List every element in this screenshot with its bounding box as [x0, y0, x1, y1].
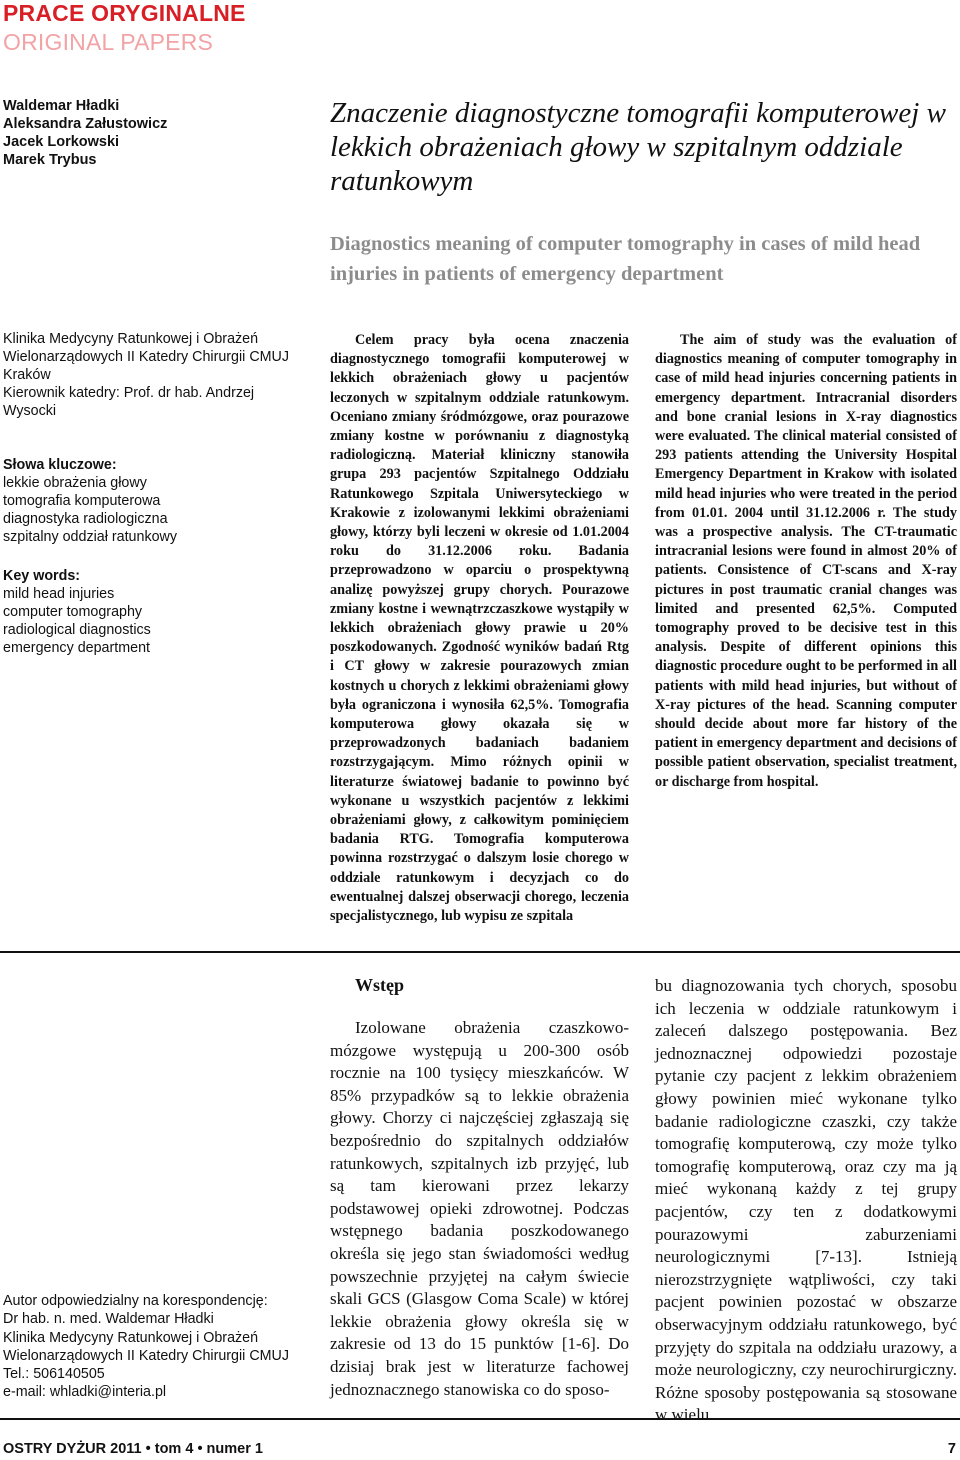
intro-heading: Wstęp — [355, 975, 404, 995]
article-title-en: Diagnostics meaning of computer tomography in cases of mild head injuries in patients of emergency department — [330, 233, 921, 285]
keyword-item: computer tomography — [3, 604, 143, 620]
keywords-pl — [3, 456, 303, 546]
correspondence-line: Tel.: 506140505 — [3, 1366, 105, 1383]
abstract-en: The aim of study was the evaluation of diagnostics meaning of computer tomography in case of mild head injuries concerning patients in emergency department. Intracranial disorders and bone cranial lesions in X-ray diagnostics were evaluated. The clinical material consisted of 293 patients attending the University Hospital Emergency Department in Krakow with isolated mild head injuries who were treated in the period from 01.01. 2004 until 31.12.2006 r. The study was a prospective analysis. The CT-traumatic intracranial lesions were found in almost 20% of patients. Consistence of CT-scans and X-ray pictures in post traumatic cranial changes was limited and presented 62,5%. Computed tomography proved to be decisive test in this analysis. Despite of different opinions this diagnostic procedure ought to be performed in all patients with mild head injuries, but without of X-ray pictures of the head. Scanning computer should decide about more far history of the patient in emergency department and decisions of possible patient observation, specialist treatment, or discharge from hospital. — [655, 332, 957, 790]
divider-top — [0, 951, 960, 953]
keyword-item: tomografia komputerowa — [3, 493, 161, 509]
author-name: Jacek Lorkowski — [3, 134, 120, 150]
keywords-en — [3, 567, 303, 657]
author-name: Aleksandra Załustowicz — [3, 116, 168, 132]
keyword-item: lekkie obrażenia głowy — [3, 475, 147, 491]
section-label-en: ORIGINAL PAPERS — [3, 29, 214, 55]
correspondence-email: e-mail: whladki@interia.pl — [3, 1384, 167, 1401]
correspondence — [3, 1292, 313, 1402]
affiliation-line: Kierownik katedry: Prof. dr hab. Andrzej Wysocki — [3, 385, 255, 419]
page-number: 7 — [947, 1441, 956, 1457]
author-name: Marek Trybus — [3, 152, 97, 168]
keyword-item: emergency department — [3, 640, 151, 656]
keyword-item: mild head injuries — [3, 586, 115, 602]
footer-journal: OSTRY DYŻUR 2011 • tom 4 • numer 1 — [3, 1441, 263, 1457]
abstract-pl: Celem pracy była ocena znaczenia diagnostycznego tomografii komputerowej w lekkich obrażeniach głowy u pacjentów leczonych w szpitalnym oddziale ratunkowym. Oceniano zmiany śródmózgowe, oraz pourazowe zmiany kostne w porównaniu z diagnostyką radiologiczną. Materiał kliniczny stanowiła grupa 293 pacjentów Szpitalnego Oddziału Ratunkowego Szpitala Uniwersyteckiego w Krakowie z izolowanymi lekkimi obrażeniami głowy, którzy byli leczeni w okresie od 1.01.2004 roku do 31.12.2006 roku. Badania przeprowadzono w oparciu o prospektywną analizę powyższej grupy chorych. Pourazowe zmiany kostne i wewnątrzczaszkowe wystąpiły w lekkich obrażeniach głowy prawie u 20% poszkodowanych. Zgodność wyników badań Rtg i CT głowy w zakresie pourazowych zmian kostnych u chorych z lekkimi obrażeniami głowy była ograniczona i wynosiła 62,5%. Tomografia komputerowa głowy okazała się w przeprowadzonych badaniach badaniem rozstrzygającym. Mimo różnych opinii w literaturze światowej badanie to powinno być wykonane u wszystkich pacjentów z lekkimi obrażeniami głowy, z całkowitym pominięciem badania RTG. Tomografia komputerowa powinna rozstrzygać o dalszym losie chorego w oddziale ratunkowym i decyzjach co do ewentualnej dalszej obserwacji chorego, leczenia specjalistycznego, lub wypisu ze szpitala — [330, 332, 629, 925]
keywords-en-heading: Key words: — [3, 568, 81, 584]
correspondence-line: Wielonarządowych II Katedry Chirurgii CMUJ — [3, 1347, 290, 1364]
affiliation — [3, 330, 303, 420]
affiliation-line: Kraków — [3, 367, 51, 383]
keywords-pl-heading: Słowa kluczowe: — [3, 457, 117, 473]
intro-column-right: bu diagnozowania tych chorych, sposobu ich leczenia w oddziale ratunkowym i zaleceń dalszego postępowania. Bez jednoznacznej odpowiedzi pozostaje pytanie czy pacjent z lekkim obrażeniem głowy powinien mieć wykonane tylko badanie radiologiczne czaszki, czy także tomografię komputerową, czy może tylko tomografię komputerową, oraz czy ma ją mieć wykonaną każdy z tej grupy pacjentów, czy ten z dodatkowymi pourazowymi zaburzeniami neurologicznymi [7-13]. Istnieją nierozstrzygnięte wątpliwości, czy taki pacjent powinien pozostać w obszarze obserwacyjnym oddziału ratunkowego, być przyjęty do szpitala na oddziału urazowy, a może neurologiczny, czy neurochirurgiczny. Różne sposoby postępowania są stosowane w wielu — [655, 976, 957, 1425]
correspondence-line: Dr hab. n. med. Waldemar Hładki — [3, 1311, 214, 1328]
keyword-item: diagnostyka radiologiczna — [3, 511, 168, 527]
author-list — [3, 97, 167, 169]
section-label-pl: PRACE ORYGINALNE — [3, 0, 246, 26]
keyword-item: radiological diagnostics — [3, 622, 151, 638]
intro-column-left: Izolowane obrażenia czaszkowo-mózgowe występują u 200-300 osób rocznie na 100 tysięcy mieszkańców. W 85% przypadków są to lekkie obrażenia głowy. Chorzy ci najczęściej zgłaszają się bezpośrednio do szpitalnych oddziałów ratunkowych, szpitalnych izb przyjęć, lub są tam kierowani przez lekarzy podstawowej opieki zdrowotnej. Podczas wstępnego badania poszkodowanego określa się jego stan świadomości według powszechnie przyjętej na całym świecie skali GCS (Glasgow Coma Scale) w której lekkie obrażenia głowy określa się w zakresie od 13 do 15 punktów [1-6]. Do dzisiaj brak jest w literaturze fachowej jednoznacznego stanowiska co do sposo- — [330, 1018, 629, 1399]
author-name: Waldemar Hładki — [3, 98, 120, 114]
keyword-item: szpitalny oddział ratunkowy — [3, 529, 178, 545]
correspondence-line: Autor odpowiedzialny na korespondencję: — [3, 1293, 268, 1309]
affiliation-line: Klinika Medycyny Ratunkowej i Obrażeń — [3, 331, 259, 347]
affiliation-line: Wielonarządowych II Katedry Chirurgii CMUJ — [3, 349, 290, 365]
article-title-pl: Znaczenie diagnostyczne tomografii komputerowej w lekkich obrażeniach głowy w szpitalnym oddziale ratunkowym — [330, 97, 946, 197]
correspondence-line: Klinika Medycyny Ratunkowej i Obrażeń — [3, 1329, 259, 1346]
